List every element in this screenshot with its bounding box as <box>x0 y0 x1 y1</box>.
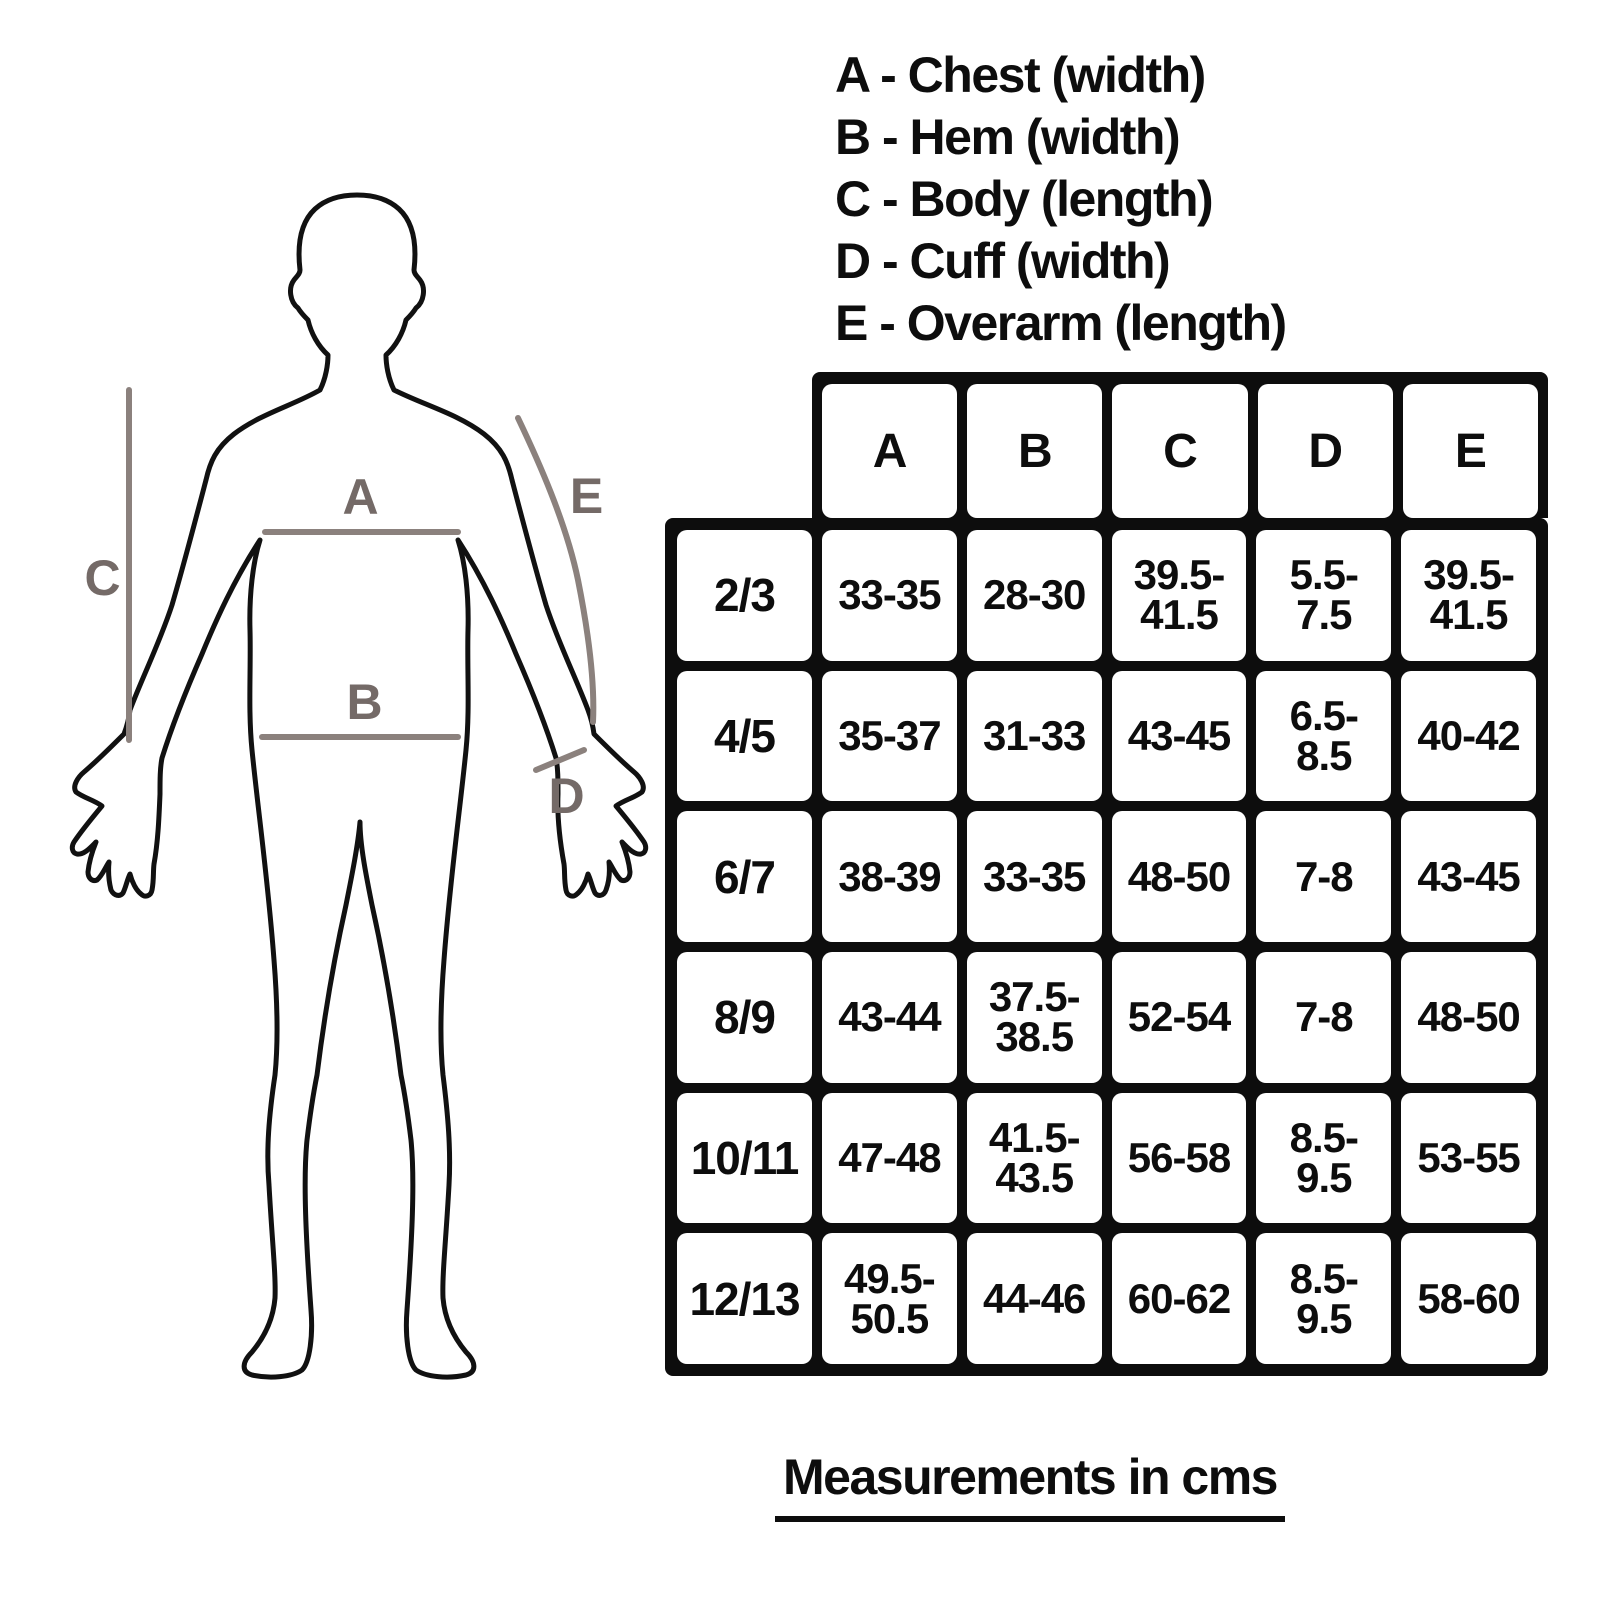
value-cell: 60-62 <box>1112 1233 1247 1364</box>
value-cell: 6.5-8.5 <box>1256 671 1391 802</box>
legend-line-a: A - Chest (width) <box>835 47 1205 103</box>
size-cell: 12/13 <box>677 1233 812 1364</box>
body-figure <box>10 150 660 1400</box>
value-cell: 8.5-9.5 <box>1256 1233 1391 1364</box>
figure-label-b: B <box>346 674 382 730</box>
size-table-header <box>812 372 1548 518</box>
column-header-d: D <box>1258 384 1393 518</box>
value-cell: 56-58 <box>1112 1093 1247 1224</box>
figure-label-c: C <box>84 550 120 606</box>
value-cell: 7-8 <box>1256 952 1391 1083</box>
value-cell: 5.5-7.5 <box>1256 530 1391 661</box>
value-cell: 47-48 <box>822 1093 957 1224</box>
size-cell: 4/5 <box>677 671 812 802</box>
value-cell: 37.5-38.5 <box>967 952 1102 1083</box>
value-cell: 48-50 <box>1401 952 1536 1083</box>
value-cell: 53-55 <box>1401 1093 1536 1224</box>
size-cell: 10/11 <box>677 1093 812 1224</box>
size-cell: 2/3 <box>677 530 812 661</box>
measurement-legend <box>835 44 1286 354</box>
value-cell: 43-44 <box>822 952 957 1083</box>
column-header-b: B <box>967 384 1102 518</box>
caption <box>770 1448 1290 1522</box>
value-cell: 52-54 <box>1112 952 1247 1083</box>
value-cell: 31-33 <box>967 671 1102 802</box>
figure-label-d: D <box>548 768 584 824</box>
size-cell: 6/7 <box>677 811 812 942</box>
cuff-measure-line <box>536 750 584 770</box>
legend-line-d: D - Cuff (width) <box>835 233 1170 289</box>
value-cell: 39.5-41.5 <box>1112 530 1247 661</box>
value-cell: 33-35 <box>967 811 1102 942</box>
value-cell: 43-45 <box>1112 671 1247 802</box>
value-cell: 39.5-41.5 <box>1401 530 1536 661</box>
figure-label-a: A <box>342 469 378 525</box>
legend-line-e: E - Overarm (length) <box>835 295 1286 351</box>
value-cell: 58-60 <box>1401 1233 1536 1364</box>
value-cell: 48-50 <box>1112 811 1247 942</box>
legend-line-c: C - Body (length) <box>835 171 1213 227</box>
value-cell: 41.5-43.5 <box>967 1093 1102 1224</box>
value-cell: 7-8 <box>1256 811 1391 942</box>
legend-line-b: B - Hem (width) <box>835 109 1180 165</box>
column-header-c: C <box>1112 384 1247 518</box>
value-cell: 38-39 <box>822 811 957 942</box>
overarm-measure-line <box>518 418 593 722</box>
value-cell: 49.5-50.5 <box>822 1233 957 1364</box>
value-cell: 35-37 <box>822 671 957 802</box>
size-table-body <box>665 518 1548 1376</box>
size-cell: 8/9 <box>677 952 812 1083</box>
value-cell: 8.5-9.5 <box>1256 1093 1391 1224</box>
value-cell: 40-42 <box>1401 671 1536 802</box>
column-header-e: E <box>1403 384 1538 518</box>
value-cell: 28-30 <box>967 530 1102 661</box>
column-header-a: A <box>822 384 957 518</box>
value-cell: 43-45 <box>1401 811 1536 942</box>
value-cell: 33-35 <box>822 530 957 661</box>
value-cell: 44-46 <box>967 1233 1102 1364</box>
caption-text: Measurements in cms <box>775 1448 1285 1522</box>
figure-label-e: E <box>569 468 603 524</box>
